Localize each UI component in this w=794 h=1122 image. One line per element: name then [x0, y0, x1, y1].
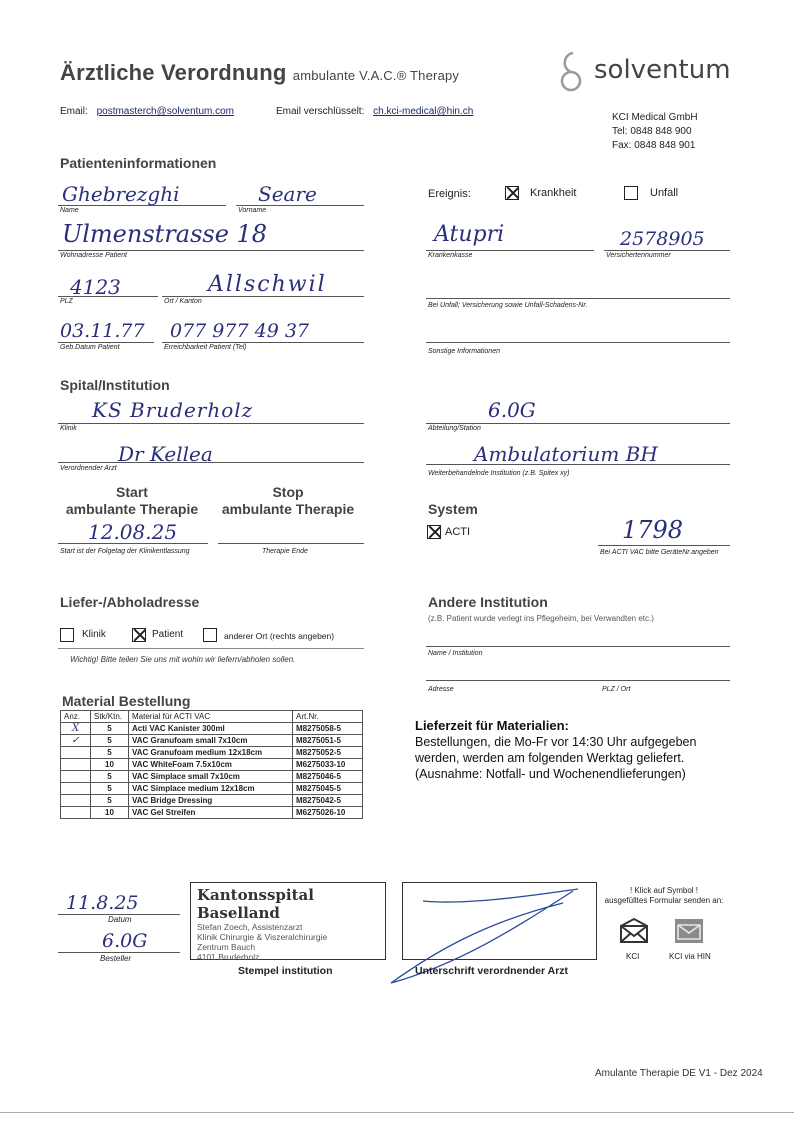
lieferzeit-text1: Bestellungen, die Mo-Fr vor 14:30 Uhr aufgegeben — [415, 735, 697, 749]
arzt-value: Dr Kellea — [118, 442, 213, 466]
row-stk: 5 — [91, 795, 129, 807]
patient-section-title: Patienteninformationen — [60, 155, 217, 171]
patient-name-value: Ghebrezghi — [62, 182, 180, 206]
row-stk: 5 — [91, 771, 129, 783]
kci-label: KCI — [626, 952, 640, 961]
abteilung-value: 6.0G — [488, 398, 536, 422]
patient-tel-value: 077 977 49 37 — [170, 320, 310, 342]
dob-label: Geb.Datum Patient — [60, 344, 120, 351]
versnr-label: Versichertennummer — [606, 252, 671, 259]
row-stk: 5 — [91, 747, 129, 759]
row-stk: 5 — [91, 723, 129, 735]
email-row — [60, 106, 234, 117]
row-anz[interactable]: ✓ — [61, 735, 91, 747]
header-stk: Stk/Ktn. — [91, 711, 129, 723]
row-material: VAC WhiteFoam 7.5x10cm — [129, 759, 293, 771]
header-artnr: Art.Nr. — [293, 711, 363, 723]
andere-name-label: Name / Institution — [428, 650, 483, 657]
lieferzeit-text2: werden, werden am folgenden Werktag geliefert. — [415, 751, 685, 765]
andere-adresse-label: Adresse — [428, 686, 454, 693]
acti-checkbox[interactable] — [427, 525, 441, 539]
table-row — [61, 783, 363, 795]
weiter-label: Weiterbehandelnde Institution (z.B. Spitex xy) — [428, 470, 570, 477]
solventum-logo-icon — [556, 50, 586, 94]
kci-hin-label: KCI via HIN — [669, 952, 711, 961]
unfall-info-label: Bei Unfall; Versicherung sowie Unfall-Schadens-Nr. — [428, 302, 588, 309]
table-row — [61, 771, 363, 783]
row-material: VAC Simplace medium 12x18cm — [129, 783, 293, 795]
lieferzeit-text3: (Ausnahme: Notfall- und Wochenendlieferungen) — [415, 767, 686, 781]
row-artnr: M8275058-5 — [293, 723, 363, 735]
klinik-label: Klinik — [60, 425, 77, 432]
ereignis-label: Ereignis: — [428, 188, 471, 200]
tel-label: Erreichbarkeit Patient (Tel) — [164, 344, 247, 351]
row-anz[interactable] — [61, 759, 91, 771]
datum-label: Datum — [108, 915, 132, 924]
email-enc-label: Email verschlüsselt: — [276, 106, 365, 117]
start-label: Start ist der Folgetag der Klinikentlassung — [60, 548, 190, 555]
abteilung-label: Abteilung/Station — [428, 425, 481, 432]
email-label: Email: — [60, 106, 88, 117]
weiter-value: Ambulatorium BH — [474, 442, 658, 466]
datum-value: 11.8.25 — [66, 892, 139, 914]
start-title: Start — [116, 484, 148, 500]
name-label: Name — [60, 207, 79, 214]
system-section-title: System — [428, 501, 478, 517]
wichtig-note — [70, 655, 295, 664]
institution-stamp — [190, 882, 386, 960]
row-anz[interactable] — [61, 771, 91, 783]
kci-mail-icon[interactable] — [619, 918, 649, 944]
stamp-title: Kantonsspital Baselland — [197, 886, 314, 922]
row-anz[interactable] — [61, 795, 91, 807]
start-date-value: 12.08.25 — [88, 520, 178, 544]
ende-label: Therapie Ende — [262, 548, 308, 555]
liefer-patient-checkbox[interactable] — [132, 628, 146, 642]
stop-title: Stop — [272, 484, 304, 500]
company-fax: Fax: 0848 848 901 — [612, 140, 696, 151]
besteller-label: Besteller — [100, 954, 132, 963]
brand-name: solventum — [594, 55, 731, 85]
kci-hin-mail-icon[interactable] — [674, 918, 704, 944]
material-table — [60, 710, 363, 819]
andere-plz-label: PLZ / Ort — [602, 686, 631, 693]
vorname-label: Vorname — [238, 207, 267, 214]
liefer-patient-label: Patient — [152, 629, 184, 640]
patient-ort-value: Allschwil — [208, 272, 327, 297]
krankheit-checkbox[interactable] — [505, 186, 519, 200]
row-material: VAC Simplace small 7x10cm — [129, 771, 293, 783]
company-tel: Tel: 0848 848 900 — [612, 126, 692, 137]
subtitle-text: ambulante V.A.C.® Therapy — [292, 68, 460, 83]
row-artnr: M8275051-5 — [293, 735, 363, 747]
start-sub: ambulante Therapie — [65, 501, 199, 517]
row-material: VAC Bridge Dressing — [129, 795, 293, 807]
row-artnr: M6275033-10 — [293, 759, 363, 771]
row-material: VAC Granufoam medium 12x18cm — [129, 747, 293, 759]
row-artnr: M6275026-10 — [293, 807, 363, 819]
address-label: Wohnadresse Patient — [60, 252, 127, 259]
stamp-line-1: Stefan Zoech, Assistenzarzt — [197, 922, 303, 932]
sonstige-label: Sonstige Informationen — [428, 348, 500, 355]
email-enc-row — [276, 106, 473, 117]
row-material: VAC Gel Streifen — [129, 807, 293, 819]
kasse-value: Atupri — [434, 222, 505, 247]
row-artnr: M8275042-5 — [293, 795, 363, 807]
unfall-label: Unfall — [650, 187, 679, 199]
send-instructions — [604, 886, 724, 906]
table-row — [61, 723, 363, 735]
acti-label: ACTI — [445, 526, 471, 538]
table-row — [61, 795, 363, 807]
patient-plz-value: 4123 — [70, 275, 121, 299]
stamp-line-4: 4101 Bruderholz — [197, 952, 260, 962]
liefer-anderer-label: anderer Ort (rechts angeben) — [224, 631, 335, 641]
material-header-row — [61, 711, 363, 723]
stop-sub: ambulante Therapie — [221, 501, 355, 517]
row-material: Acti VAC Kanister 300ml — [129, 723, 293, 735]
plz-label: PLZ — [60, 298, 73, 305]
company-info — [612, 111, 698, 153]
stamp-line-3: Zentrum Bauch — [197, 942, 256, 952]
table-row — [61, 759, 363, 771]
row-stk: 5 — [91, 783, 129, 795]
liefer-section-title: Liefer-/Abholadresse — [60, 594, 200, 610]
wichtig-label: Wichtig! — [70, 655, 99, 664]
table-row — [61, 735, 363, 747]
material-section-title: Material Bestellung — [62, 693, 191, 709]
klick-text-2: ausgefülltes Formular senden an: — [604, 896, 724, 905]
stamp-line-2: Klinik Chirurgie & Viszeralchirurgie — [197, 932, 328, 942]
andere-section-title: Andere Institution — [428, 594, 548, 610]
patient-dob-value: 03.11.77 — [60, 320, 145, 342]
footer-version: Amulante Therapie DE V1 - Dez 2024 — [595, 1068, 763, 1079]
ort-label: Ort / Kanton — [164, 298, 202, 305]
andere-hint: (z.B. Patient wurde verlegt ins Pflegeheim, bei Verwandten etc.) — [428, 614, 654, 623]
start-heading — [62, 484, 202, 518]
row-anz[interactable]: X — [61, 723, 91, 735]
wichtig-text: Bitte teilen Sie uns mit wohin wir liefern/abholen sollen. — [100, 655, 296, 664]
company-name: KCI Medical GmbH — [612, 112, 698, 123]
table-row — [61, 807, 363, 819]
besteller-value: 6.0G — [102, 930, 148, 952]
row-artnr: M8275046-5 — [293, 771, 363, 783]
email-link[interactable]: postmasterch@solventum.com — [96, 106, 234, 117]
unterschrift-label: Unterschrift verordnender Arzt — [415, 965, 569, 977]
patient-vorname-value: Seare — [258, 182, 317, 206]
row-anz[interactable] — [61, 807, 91, 819]
title-text: Ärztliche Verordnung — [60, 60, 287, 85]
header-material: Material für ACTI VAC — [129, 711, 293, 723]
patient-address-value: Ulmenstrasse 18 — [62, 220, 268, 248]
liefer-klinik-label: Klinik — [82, 629, 106, 640]
geraet-label: Bei ACTI VAC bitte GeräteNr.angeben — [600, 549, 719, 556]
row-material: VAC Granufoam small 7x10cm — [129, 735, 293, 747]
email-enc-link[interactable]: ch.kci-medical@hin.ch — [373, 106, 474, 117]
liefer-klinik-checkbox[interactable] — [60, 628, 74, 642]
page-title — [60, 60, 459, 86]
stempel-label: Stempel institution — [238, 965, 333, 977]
lieferzeit-title: Lieferzeit für Materialien: — [415, 718, 569, 733]
lieferzeit-info — [415, 718, 775, 782]
table-row — [61, 747, 363, 759]
row-artnr: M8275045-5 — [293, 783, 363, 795]
row-stk: 10 — [91, 807, 129, 819]
row-artnr: M8275052-5 — [293, 747, 363, 759]
row-anz[interactable] — [61, 747, 91, 759]
krankheit-label: Krankheit — [530, 187, 577, 199]
liefer-anderer-checkbox[interactable] — [203, 628, 217, 642]
klick-text: ! Klick auf Symbol ! — [629, 886, 699, 895]
arzt-label: Verordnender Arzt — [60, 465, 117, 472]
signature-box[interactable] — [402, 882, 597, 960]
stop-heading — [218, 484, 358, 518]
kasse-label: Krankenkasse — [428, 252, 473, 259]
header-anz: Anz. — [61, 711, 91, 723]
klinik-value: KS Bruderholz — [92, 398, 254, 422]
spital-section-title: Spital/Institution — [60, 377, 170, 393]
row-stk: 5 — [91, 735, 129, 747]
row-stk: 10 — [91, 759, 129, 771]
unfall-checkbox[interactable] — [624, 186, 638, 200]
versnr-value: 2578905 — [620, 228, 705, 250]
row-anz[interactable] — [61, 783, 91, 795]
geraet-value: 1798 — [622, 516, 684, 544]
